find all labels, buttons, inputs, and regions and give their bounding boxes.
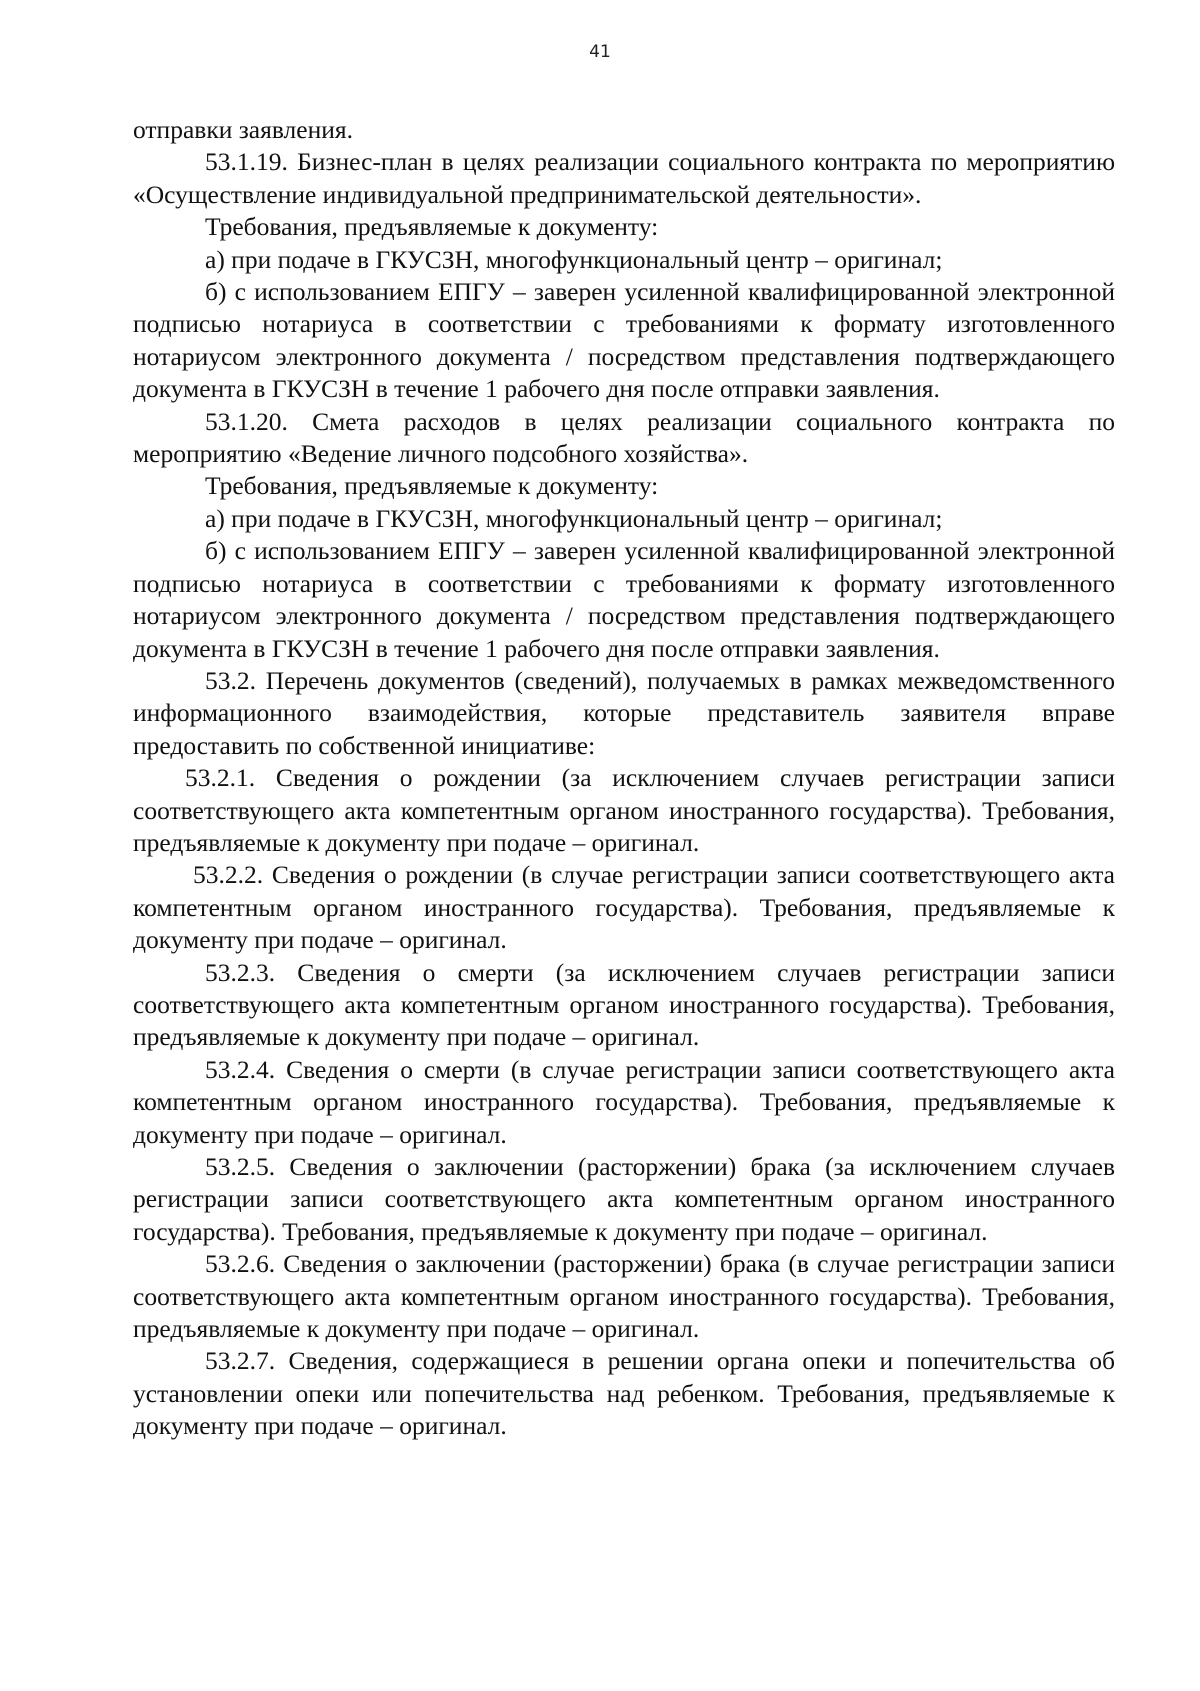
paragraph: 53.2.2. Сведения о рождении (в случае регистрации записи соответствующего акта компетентным органом иностранного государства). Требования, предъявляемые к документу при подаче – оригинал. (133, 860, 1115, 955)
paragraph: Требования, предъявляемые к документу: (205, 471, 659, 501)
page-number: 41 (589, 42, 611, 62)
paragraph: б) с использованием ЕПГУ – заверен усиленной квалифицированной электронной подписью нотариуса в соответствии с требованиями к формату изготовленного нотариусом электронного документа / посредством представления подтверждающего документа в ГКУСЗН в течение 1 рабочего дня после отправки заявления. (133, 277, 1115, 404)
paragraph: Требования, предъявляемые к документу: (205, 212, 659, 242)
paragraph: 53.2.3. Сведения о смерти (за исключением случаев регистрации записи соответствующего акта компетентным органом иностранного государства). Требования, предъявляемые к документу при подаче – оригинал. (133, 957, 1115, 1052)
paragraph: 53.2.1. Сведения о рождении (за исключением случаев регистрации записи соответствующего акта компетентным органом иностранного государства). Требования, предъявляемые к документу при подаче – оригинал. (133, 763, 1115, 857)
paragraph: 53.1.20. Смета расходов в целях реализации социального контракта по мероприятию «Ведение личного подсобного хозяйства». (133, 406, 1115, 469)
paragraph: 53.2.5. Сведения о заключении (расторжении) брака (за исключением случаев регистрации записи соответствующего акта компетентным органом иностранного государства). Требования, предъявляемые к документу при подаче – оригинал. (133, 1152, 1115, 1246)
paragraph: 53.1.19. Бизнес-план в целях реализации социального контракта по мероприятию «Осуществление индивидуальной предпринимательской деятельности». (133, 147, 1115, 209)
paragraph: а) при подаче в ГКУСЗН, многофункциональный центр – оригинал; (205, 244, 943, 274)
paragraph: 53.2.7. Сведения, содержащиеся в решении органа опеки и попечительства об установлении опеки или попечительства над ребенком. Требования, предъявляемые к документу при подаче – оригинал. (133, 1346, 1115, 1441)
paragraph: 53.2.6. Сведения о заключении (расторжении) брака (в случае регистрации записи соответствующего акта компетентным органом иностранного государства). Требования, предъявляемые к документу при подаче – оригинал. (133, 1249, 1115, 1344)
paragraph: отправки заявления. (133, 115, 353, 144)
paragraph: а) при подаче в ГКУСЗН, многофункциональный центр – оригинал; (205, 503, 943, 533)
paragraph: 53.2. Перечень документов (сведений), получаемых в рамках межведомственного информационного взаимодействия, которые представитель заявителя вправе предоставить по собственной инициативе: (133, 665, 1115, 760)
paragraph: б) с использованием ЕПГУ – заверен усиленной квалифицированной электронной подписью нотариуса в соответствии с требованиями к формату изготовленного нотариусом электронного документа / посредством представления подтверждающего документа в ГКУСЗН в течение 1 рабочего дня после отправки заявления. (133, 536, 1115, 663)
paragraph: 53.2.4. Сведения о смерти (в случае регистрации записи соответствующего акта компетентным органом иностранного государства). Требования, предъявляемые к документу при подаче – оригинал. (133, 1054, 1115, 1149)
document-body (133, 114, 1115, 1443)
